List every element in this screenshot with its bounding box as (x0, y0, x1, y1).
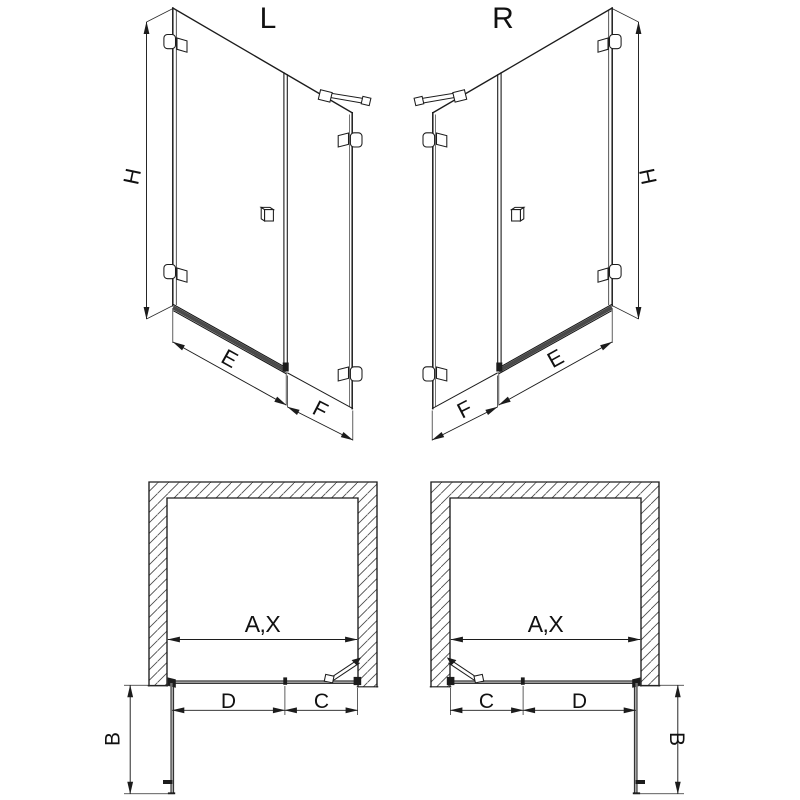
dim-label-projection-left: B (101, 731, 125, 747)
dim-label-projection-right: B (665, 731, 688, 747)
plan-left-wall-hatch (149, 482, 377, 687)
dim-label-screen-left: E (217, 343, 243, 373)
elevation-right-view (414, 8, 638, 441)
elevation-left-view (147, 8, 371, 441)
dim-label-wing-right: F (452, 395, 477, 424)
plan-right-wall-hatch (431, 482, 659, 687)
dim-label-door-right: D (571, 690, 588, 713)
dim-label-opening-left: A,X (244, 611, 281, 637)
dim-label-height-right: H (633, 166, 662, 187)
dim-label-fixed-left: C (313, 690, 330, 713)
dim-label-wing-left: F (308, 395, 333, 424)
dim-label-door-left: D (220, 690, 237, 713)
dim-label-height-left: H (118, 166, 147, 187)
dim-label-fixed-right: C (478, 690, 495, 713)
view-label-right: R (492, 2, 514, 35)
dim-label-screen-right: E (542, 343, 568, 373)
dim-label-opening-right: A,X (527, 611, 564, 637)
view-label-left: L (259, 2, 277, 35)
